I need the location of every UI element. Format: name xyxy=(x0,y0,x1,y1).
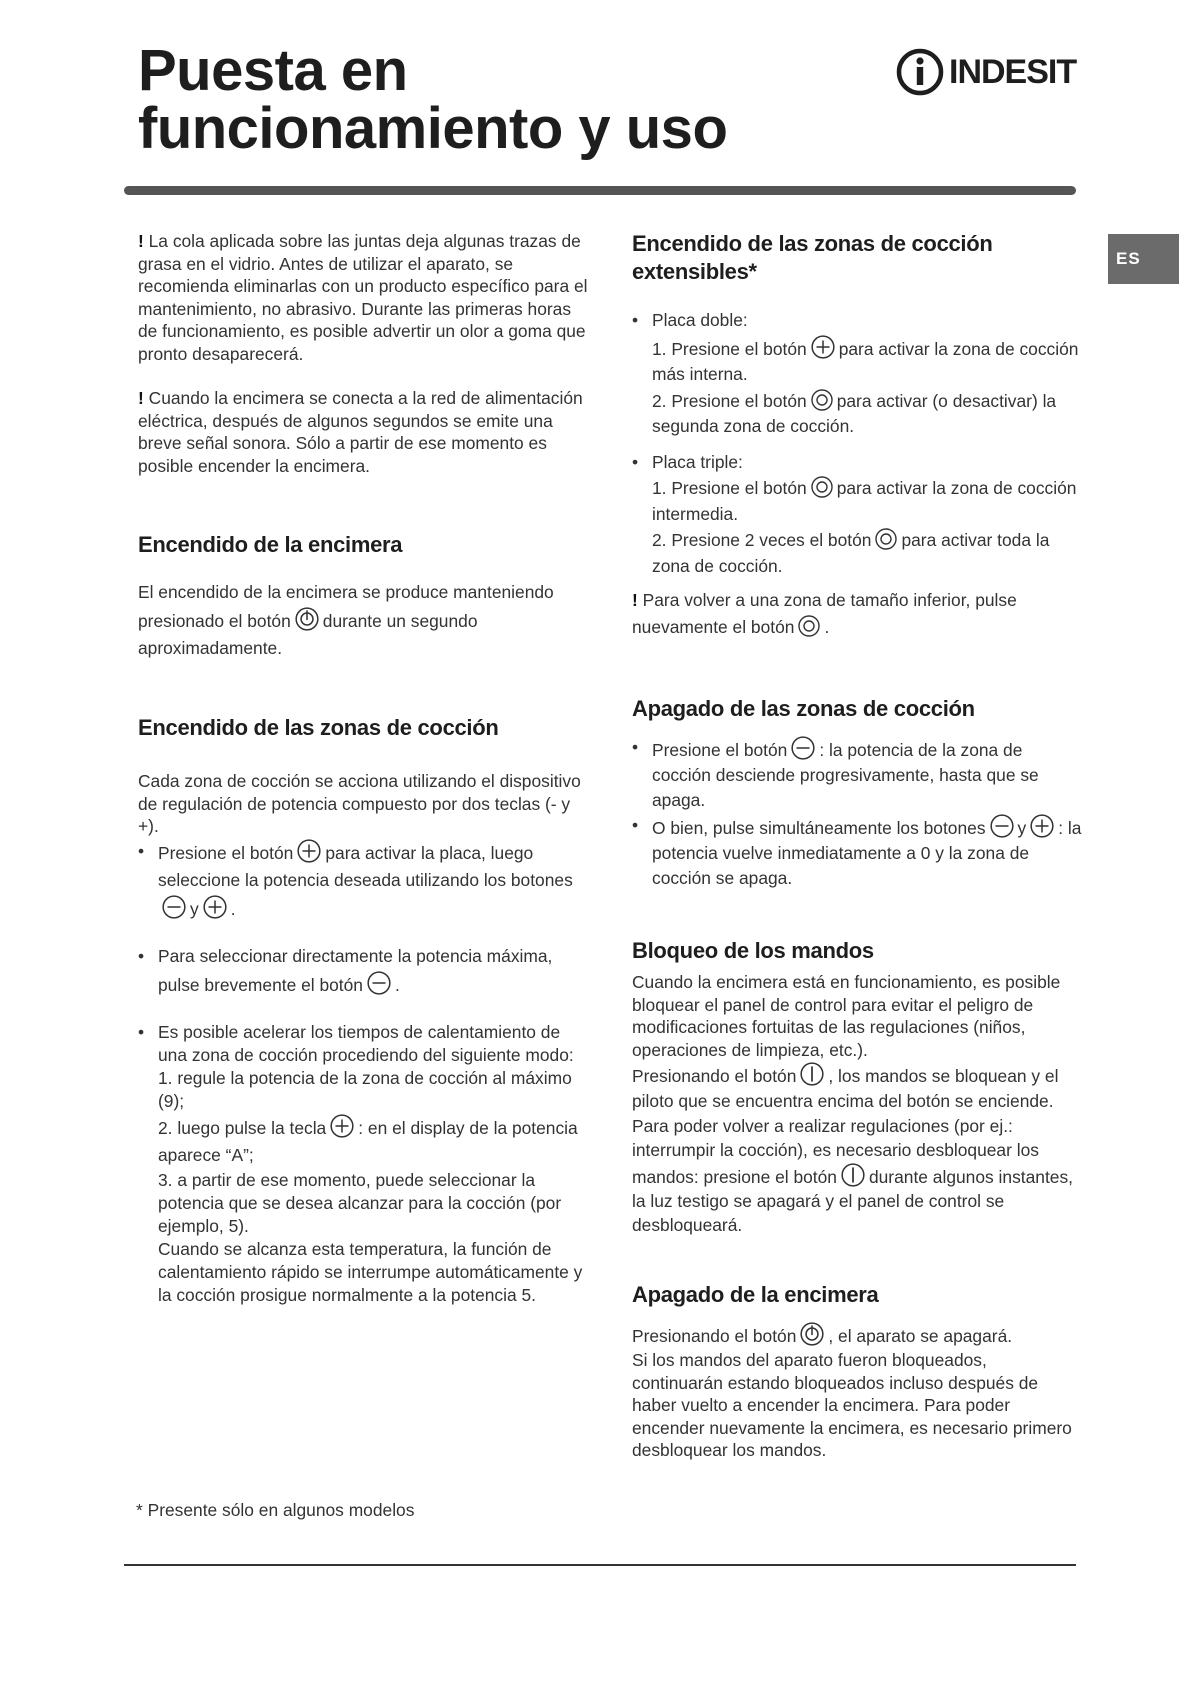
text: 2. Presione el botón xyxy=(652,390,807,411)
text: para activar la zona de cocción intermedia. xyxy=(652,478,1077,524)
text: : la potencia de la zona de cocción desciende progresivamente, hasta que se apaga. xyxy=(652,740,1039,810)
brand-name: INDESIT xyxy=(949,52,1077,91)
language-tab[interactable]: ES xyxy=(1108,234,1179,284)
text: 1. Presione el botón xyxy=(652,338,807,359)
zone-icon xyxy=(874,527,898,551)
text: para activar la zona de cocción más interna. xyxy=(652,338,1079,384)
step-2 xyxy=(158,1113,588,1169)
zone-icon xyxy=(810,388,834,412)
text: y xyxy=(1017,818,1027,838)
plus-icon xyxy=(329,1113,355,1139)
plus-icon xyxy=(296,838,322,864)
bloqueo-intro: Cuando la encimera está en funcionamiento, es posible bloquear el panel de control para evitar el peligro de modificaciones fortuitas de las regulaciones (niños, operaciones de limpieza, etc.). xyxy=(632,972,1061,1060)
text: para activar toda la zona de cocción. xyxy=(652,530,1050,576)
text: durante algunos instantes, la luz testigo se apagará y el panel de control se desbloqueará. xyxy=(632,1167,1073,1235)
title-line-1: Puesta en xyxy=(138,38,408,103)
text: : en el display de la potencia aparece “A”; xyxy=(158,1117,578,1165)
lock-icon xyxy=(799,1061,825,1087)
warning-mark: ! xyxy=(138,388,144,408)
page-title xyxy=(138,38,728,161)
text: : la potencia vuelve inmediatamente a 0 y la zona de cocción se apaga. xyxy=(652,818,1082,888)
warning-paragraph xyxy=(138,230,588,365)
brand-logo xyxy=(895,46,1076,98)
list-item xyxy=(632,450,1082,580)
text: , el aparato se apagará. xyxy=(828,1326,1013,1346)
warning-text: Cuando la encimera se conecta a la red de alimentación eléctrica, después de algunos segundos se emite una breve señal sonora. Sólo a partir de ese momento es posible encender la encimera. xyxy=(138,388,583,476)
text: . xyxy=(230,898,236,919)
encendido-paragraph xyxy=(138,579,588,662)
doble-step-2 xyxy=(652,388,1082,440)
list-item xyxy=(632,735,1082,813)
section-heading-extensibles: Encendido de las zonas de cocción extensibles* xyxy=(632,231,993,284)
minus-icon xyxy=(989,813,1015,839)
placa-triple-label: • Placa triple: xyxy=(652,451,743,472)
zonas-intro: Cada zona de cocción se acciona utilizando el dispositivo de regulación de potencia compuesto por dos teclas (- y +). xyxy=(138,771,581,836)
minus-icon xyxy=(161,894,187,920)
lock-icon xyxy=(840,1162,866,1188)
section-heading-apagado-encimera: Apagado de la encimera xyxy=(632,1282,879,1307)
power-icon xyxy=(294,606,320,632)
text: durante un segundo aproximadamente. xyxy=(138,611,478,658)
section-heading-encendido: Encendido de la encimera xyxy=(138,532,403,557)
text: Presione el botón xyxy=(652,740,788,760)
warning-paragraph xyxy=(138,387,588,477)
text: Presionando el botón xyxy=(632,1326,797,1346)
zone-icon xyxy=(810,475,834,499)
text: y xyxy=(190,898,199,919)
text: . xyxy=(394,974,400,995)
extensibles-list xyxy=(632,308,1082,579)
plus-icon xyxy=(810,334,836,360)
step-3: 3. a partir de ese momento, puede seleccionar la potencia que se desea alcanzar para la cocción (por ejemplo, 5). xyxy=(158,1169,562,1236)
minus-icon xyxy=(366,970,392,996)
text: . xyxy=(824,617,830,637)
text: 2. Presione 2 veces el botón xyxy=(652,530,872,550)
warning-paragraph xyxy=(632,587,1082,641)
step-end: Cuando se alcanza esta temperatura, la función de calentamiento rápido se interrumpe automáticamente y la cocción prosigue normalmente a la potencia 5. xyxy=(158,1238,583,1305)
step-1: 1. regule la potencia de la zona de cocción al máximo (9); xyxy=(158,1067,572,1111)
list-item xyxy=(138,1021,588,1307)
footer-divider xyxy=(124,1564,1076,1566)
warning-mark: ! xyxy=(138,231,144,251)
text: Para seleccionar directamente la potencia máxima, pulse brevemente el botón xyxy=(158,945,553,995)
section-heading-zonas: Encendido de las zonas de cocción xyxy=(138,715,499,740)
list-item xyxy=(138,943,588,999)
plus-icon xyxy=(1029,813,1055,839)
list-item xyxy=(632,813,1082,891)
text: 2. luego pulse la tecla xyxy=(158,1117,327,1138)
triple-step-1 xyxy=(652,475,1082,527)
header-divider xyxy=(124,186,1076,195)
text: Es posible acelerar los tiempos de calentamiento de una zona de cocción procediendo del siguiente modo: xyxy=(158,1021,574,1065)
warning-mark: ! xyxy=(632,590,638,610)
list-item xyxy=(138,838,588,923)
zonas-list xyxy=(138,838,588,1307)
text: Para poder volver a realizar regulaciones (por ej.: interrumpir la cocción), es necesario desbloquear los mandos: presione el botón xyxy=(632,1116,1039,1187)
doble-step-1 xyxy=(652,334,1082,388)
left-column xyxy=(138,230,588,1307)
power-icon xyxy=(799,1321,825,1347)
text: O bien, pulse simultáneamente los botones xyxy=(652,818,986,838)
text: Para volver a una zona de tamaño inferior, pulse nuevamente el botón xyxy=(632,590,1017,637)
text: Presionando el botón xyxy=(632,1066,797,1086)
text: 1. Presione el botón xyxy=(652,478,807,498)
placa-doble-label: • Placa doble: xyxy=(652,310,748,330)
section-heading-apagado-zonas: Apagado de las zonas de cocción xyxy=(632,696,975,721)
warning-text: La cola aplicada sobre las juntas deja algunas trazas de grasa en el vidrio. Antes de utilizar el aparato, se recomienda eliminarlas con un producto específico para el mantenimiento, no abrasivo. Durante las primeras horas de funcionamiento, es posible advertir un olor a goma que pronto desaparecerá. xyxy=(138,231,588,364)
triple-step-2 xyxy=(652,527,1082,579)
section-heading-bloqueo: Bloqueo de los mandos xyxy=(632,938,874,963)
zone-icon xyxy=(797,614,821,638)
apagado-list xyxy=(632,735,1082,891)
text: El encendido de la encimera se produce manteniendo presionado el botón xyxy=(138,582,554,631)
plus-icon xyxy=(202,894,228,920)
text: Presione el botón xyxy=(158,842,294,863)
minus-icon xyxy=(790,735,816,761)
apagado-encimera-2: Si los mandos del aparato fueron bloqueados, continuarán estando bloqueados incluso después de haber vuelto a encender la encimera. Para poder encender nuevamente la encimera, es necesario primero desbloquear los mandos. xyxy=(632,1350,1072,1460)
bloqueo-lock xyxy=(632,1061,1082,1114)
footnote: * Presente sólo en algunos modelos xyxy=(136,1500,415,1520)
text: para activar la placa, luego seleccione la potencia deseada utilizando los botones xyxy=(158,842,573,890)
text: para activar (o desactivar) la segunda zona de cocción. xyxy=(652,390,1057,436)
text: , los mandos se bloquean y el piloto que se encuentra encima del botón se enciende. xyxy=(632,1066,1059,1111)
title-line-2: funcionamiento y uso xyxy=(138,96,728,161)
apagado-encimera-1 xyxy=(632,1321,1082,1349)
list-item xyxy=(632,308,1082,440)
bloqueo-unlock xyxy=(632,1114,1082,1237)
indesit-logo-icon xyxy=(895,47,945,97)
right-column xyxy=(632,230,1082,1462)
